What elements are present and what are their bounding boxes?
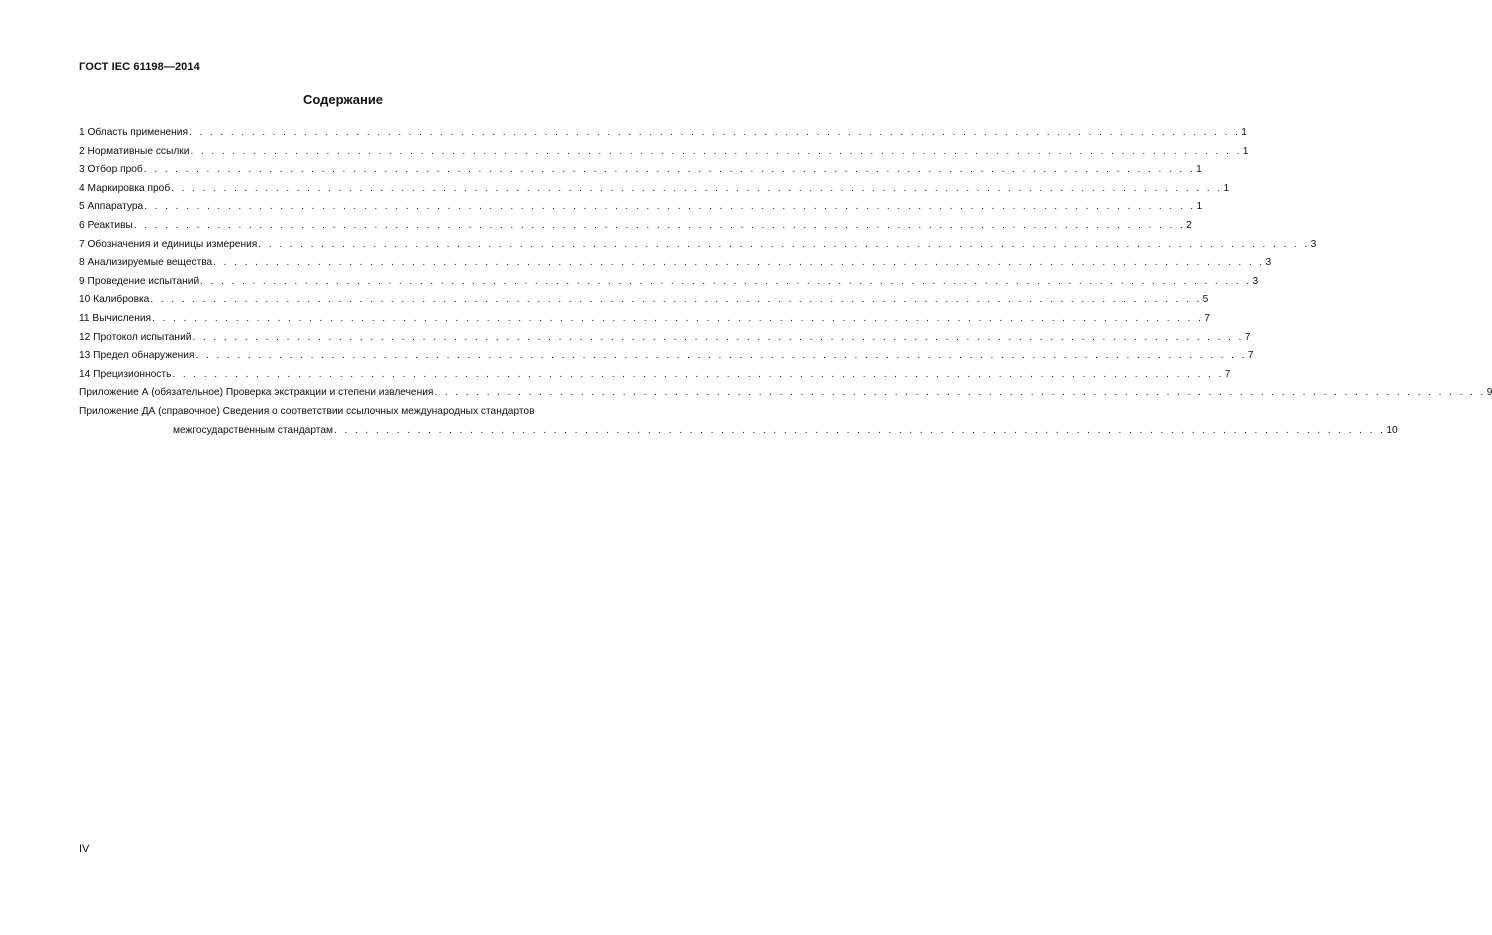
toc-entry-label: 14 Прецизионность: [79, 368, 172, 380]
toc-entry-page: 2: [1186, 219, 1192, 231]
toc-entry-label: 6 Реактивы: [79, 219, 133, 231]
document-header: ГОСТ IEC 61198—2014: [79, 61, 200, 73]
toc-leader-dots: . . . . . . . . . . . . . . . . . . . . . . . . . . . . . . . . . . . . . . . . . . . . . . . . . . . . . . . . . . . . . . . . . . . . . . . . . . . . . . . . . . . . . . . . . . . . . . . . . . . . .: [192, 331, 1244, 343]
toc-entry-page: 9: [1486, 387, 1492, 399]
toc-entry[interactable]: [79, 198, 1203, 217]
toc-entry-page: 7: [1224, 368, 1231, 380]
toc-entry-page: 7: [1244, 331, 1251, 343]
toc-leader-dots: . . . . . . . . . . . . . . . . . . . . . . . . . . . . . . . . . . . . . . . . . . . . . . . . . . . . . . . . . . . . . . . . . . . . . . . . . . . . . . . . . . . . . . . . . . . . . . . . . . . . .: [213, 257, 1265, 269]
toc-entry[interactable]: [79, 217, 1192, 236]
toc-entry-page: 1: [1223, 182, 1230, 194]
toc-entry-label: 8 Анализируемые вещества: [79, 257, 213, 269]
toc-entry-label: Приложение А (обязательное) Проверка экстракции и степени извлечения: [79, 387, 434, 399]
toc-entry[interactable]: [79, 329, 1251, 348]
toc-entry-label: Приложение ДА (справочное) Сведения о соответствии ссылочных международных стандартов: [79, 405, 535, 417]
toc-entry[interactable]: [79, 161, 1202, 180]
toc-leader-dots: . . . . . . . . . . . . . . . . . . . . . . . . . . . . . . . . . . . . . . . . . . . . . . . . . . . . . . . . . . . . . . . . . . . . . . . . . . . . . . . . . . . . . . . . . . . . . . . . . . . . .: [195, 350, 1247, 362]
toc-entry[interactable]: [79, 310, 1211, 329]
toc-entry-label: 4 Маркировка проб: [79, 182, 171, 194]
toc-entry-page: 10: [1386, 424, 1398, 436]
toc-entry-page: 1: [1242, 145, 1249, 157]
toc-leader-dots: . . . . . . . . . . . . . . . . . . . . . . . . . . . . . . . . . . . . . . . . . . . . . . . . . . . . . . . . . . . . . . . . . . . . . . . . . . . . . . . . . . . . . . . . . . . . . . . . . . . . .: [150, 294, 1202, 306]
toc-entry-page: 1: [1241, 127, 1247, 138]
toc-entry-label: 1 Область применения: [79, 127, 188, 138]
toc-entry-label-continued: межгосударственным стандартам: [173, 424, 333, 436]
toc-entry-label: 3 Отбор проб: [79, 164, 143, 176]
toc-entry-page: 7: [1204, 312, 1211, 324]
toc-leader-dots: . . . . . . . . . . . . . . . . . . . . . . . . . . . . . . . . . . . . . . . . . . . . . . . . . . . . . . . . . . . . . . . . . . . . . . . . . . . . . . . . . . . . . . . . . . . . . . . . . . . . .: [152, 312, 1204, 324]
toc-entry[interactable]: [79, 366, 1231, 385]
toc-entry[interactable]: [79, 180, 1230, 199]
toc-leader-dots: . . . . . . . . . . . . . . . . . . . . . . . . . . . . . . . . . . . . . . . . . . . . . . . . . . . . . . . . . . . . . . . . . . . . . . . . . . . . . . . . . . . . . . . . . . . . . . . . . . . . .: [334, 424, 1386, 436]
toc-entry-page: 1: [1196, 201, 1203, 213]
toc-entry-page: 5: [1202, 294, 1209, 306]
toc-entry[interactable]: [79, 254, 1272, 273]
toc-leader-dots: . . . . . . . . . . . . . . . . . . . . . . . . . . . . . . . . . . . . . . . . . . . . . . . . . . . . . . . . . . . . . . . . . . . . . . . . . . . . . . . . . . . . . . . . . . . . . . . . . . . . .: [258, 238, 1310, 250]
toc-entry-label: 2 Нормативные ссылки: [79, 145, 190, 157]
table-of-contents: [79, 124, 1492, 440]
toc-entry-appendix-da[interactable]: [79, 403, 1398, 440]
toc-entry[interactable]: [79, 236, 1317, 255]
toc-entry-label: 12 Протокол испытаний: [79, 331, 192, 343]
toc-entry[interactable]: [79, 273, 1259, 292]
page-number: IV: [79, 843, 90, 855]
toc-entry[interactable]: [79, 143, 1249, 162]
toc-entry-page: 1: [1196, 164, 1202, 176]
toc-entry-label: 11 Вычисления: [79, 312, 152, 324]
toc-leader-dots: . . . . . . . . . . . . . . . . . . . . . . . . . . . . . . . . . . . . . . . . . . . . . . . . . . . . . . . . . . . . . . . . . . . . . . . . . . . . . . . . . . . . . . . . . . . . . . . . . . . . .: [200, 275, 1252, 287]
toc-entry-continuation: [79, 422, 1398, 441]
toc-entry[interactable]: [79, 347, 1254, 366]
toc-entry-page: 3: [1265, 257, 1272, 269]
toc-entry-page: 3: [1252, 275, 1259, 287]
toc-leader-dots: . . . . . . . . . . . . . . . . . . . . . . . . . . . . . . . . . . . . . . . . . . . . . . . . . . . . . . . . . . . . . . . . . . . . . . . . . . . . . . . . . . . . . . . . . . . . . . . . . . . . .: [188, 127, 1241, 138]
toc-leader-dots: . . . . . . . . . . . . . . . . . . . . . . . . . . . . . . . . . . . . . . . . . . . . . . . . . . . . . . . . . . . . . . . . . . . . . . . . . . . . . . . . . . . . . . . . . . . . . . . . . . . . .: [143, 164, 1196, 176]
toc-entry-appendix-a[interactable]: [79, 384, 1492, 403]
toc-leader-dots: . . . . . . . . . . . . . . . . . . . . . . . . . . . . . . . . . . . . . . . . . . . . . . . . . . . . . . . . . . . . . . . . . . . . . . . . . . . . . . . . . . . . . . . . . . . . . . . . . . . . .: [144, 201, 1196, 213]
toc-entry-page: 7: [1247, 350, 1254, 362]
toc-entry-label: 13 Предел обнаружения: [79, 350, 195, 362]
toc-entry[interactable]: [79, 291, 1209, 310]
toc-leader-dots: . . . . . . . . . . . . . . . . . . . . . . . . . . . . . . . . . . . . . . . . . . . . . . . . . . . . . . . . . . . . . . . . . . . . . . . . . . . . . . . . . . . . . . . . . . . . . . . . . . . . .: [190, 145, 1242, 157]
toc-leader-dots: . . . . . . . . . . . . . . . . . . . . . . . . . . . . . . . . . . . . . . . . . . . . . . . . . . . . . . . . . . . . . . . . . . . . . . . . . . . . . . . . . . . . . . . . . . . . . . . . . . . . .: [171, 182, 1223, 194]
toc-entry-label: 7 Обозначения и единицы измерения: [79, 238, 258, 250]
toc-leader-dots: . . . . . . . . . . . . . . . . . . . . . . . . . . . . . . . . . . . . . . . . . . . . . . . . . . . . . . . . . . . . . . . . . . . . . . . . . . . . . . . . . . . . . . . . . . . . . . . . . . . . .: [434, 387, 1486, 399]
toc-leader-dots: . . . . . . . . . . . . . . . . . . . . . . . . . . . . . . . . . . . . . . . . . . . . . . . . . . . . . . . . . . . . . . . . . . . . . . . . . . . . . . . . . . . . . . . . . . . . . . . . . . . . .: [172, 368, 1224, 380]
toc-entry-label: 10 Калибровка: [79, 294, 150, 306]
toc-entry-label: 5 Аппаратура: [79, 201, 144, 213]
toc-entry[interactable]: [79, 124, 1247, 143]
toc-entry-page: 3: [1310, 238, 1317, 250]
toc-entry-label: 9 Проведение испытаний: [79, 275, 200, 287]
toc-leader-dots: . . . . . . . . . . . . . . . . . . . . . . . . . . . . . . . . . . . . . . . . . . . . . . . . . . . . . . . . . . . . . . . . . . . . . . . . . . . . . . . . . . . . . . . . . . . . . . . . . . . . .: [133, 219, 1186, 231]
toc-title: Содержание: [302, 92, 384, 107]
